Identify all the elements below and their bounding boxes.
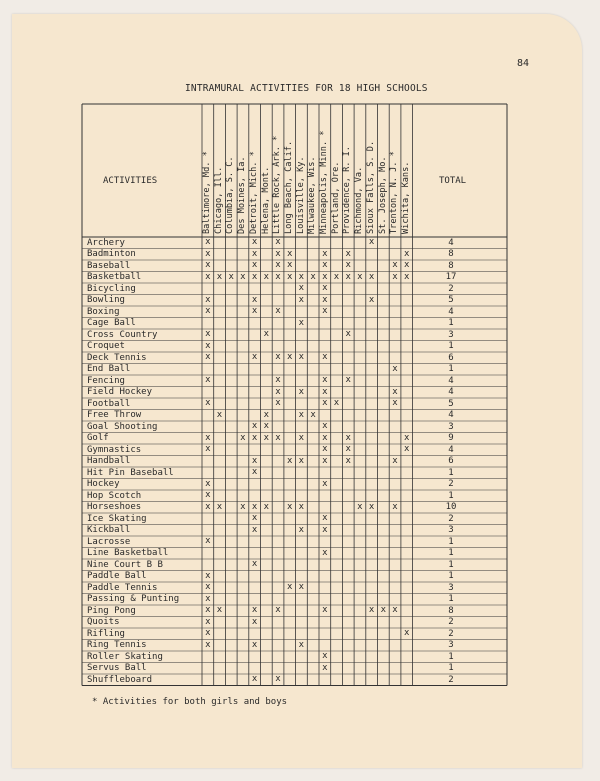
activity-mark: x bbox=[251, 616, 258, 627]
activity-mark: x bbox=[345, 444, 351, 454]
activity-name: Hop Scotch bbox=[87, 490, 142, 501]
activity-mark: x bbox=[205, 352, 211, 362]
activity-total: 4 bbox=[448, 444, 454, 455]
activity-mark: x bbox=[345, 248, 351, 259]
activity-mark: x bbox=[322, 283, 328, 293]
activity-mark: x bbox=[322, 386, 328, 397]
activity-mark: x bbox=[322, 306, 328, 316]
activity-mark: x bbox=[275, 605, 281, 615]
activity-mark: x bbox=[251, 501, 258, 512]
activity-total: 2 bbox=[448, 617, 454, 627]
activity-total: 1 bbox=[448, 651, 454, 662]
school-header: Little Rock, Ark. * bbox=[272, 135, 283, 234]
activity-mark: x bbox=[345, 271, 351, 282]
activity-mark: x bbox=[251, 455, 258, 466]
activity-name: Croquet bbox=[87, 341, 125, 351]
activity-mark: x bbox=[322, 432, 328, 443]
activity-mark: x bbox=[251, 674, 258, 684]
activity-mark: x bbox=[286, 260, 293, 270]
activity-total: 8 bbox=[448, 249, 454, 259]
header-activities: ACTIVITIES bbox=[103, 176, 158, 186]
activity-mark: x bbox=[368, 237, 375, 247]
activity-mark: x bbox=[286, 582, 293, 592]
activity-mark: x bbox=[322, 271, 328, 282]
school-header: Trenton, N. J. * bbox=[389, 151, 400, 234]
page-number: 84 bbox=[517, 58, 530, 69]
activity-name: Field Hockey bbox=[87, 387, 153, 397]
activity-mark: x bbox=[275, 237, 281, 247]
activity-mark: x bbox=[251, 559, 258, 569]
activity-mark: x bbox=[286, 455, 293, 466]
activity-total: 8 bbox=[448, 605, 454, 616]
activity-name: Football bbox=[87, 398, 131, 409]
activity-total: 8 bbox=[448, 260, 454, 271]
activity-name: Golf bbox=[87, 433, 109, 443]
activity-mark: x bbox=[251, 605, 258, 615]
activity-mark: x bbox=[345, 375, 351, 385]
activity-mark: x bbox=[228, 271, 234, 282]
activity-mark: x bbox=[263, 409, 269, 420]
activity-total: 9 bbox=[448, 433, 454, 443]
activity-mark: x bbox=[322, 513, 328, 523]
activity-mark: x bbox=[275, 260, 281, 270]
activity-mark: x bbox=[298, 294, 305, 305]
activity-mark: x bbox=[216, 605, 223, 615]
activity-name: Bicycling bbox=[87, 283, 136, 294]
activity-total: 1 bbox=[448, 571, 454, 581]
footnote: * Activities for both girls and boys bbox=[92, 697, 288, 707]
activity-name: Gymnastics bbox=[87, 444, 142, 455]
activity-name: Horseshoes bbox=[87, 502, 142, 512]
activity-mark: x bbox=[286, 271, 293, 282]
activity-name: End Ball bbox=[87, 364, 131, 374]
activity-mark: x bbox=[392, 605, 398, 615]
school-header: Richmond, Va. bbox=[354, 166, 365, 234]
activity-mark: x bbox=[298, 271, 305, 282]
activity-mark: x bbox=[275, 386, 281, 397]
activity-mark: x bbox=[392, 501, 398, 512]
activity-total: 3 bbox=[448, 525, 454, 535]
activity-name: Badminton bbox=[87, 249, 136, 259]
activity-mark: x bbox=[275, 398, 281, 408]
activity-total: 5 bbox=[448, 295, 454, 305]
activity-mark: x bbox=[403, 248, 410, 259]
activity-name: Cage Ball bbox=[87, 318, 136, 328]
activity-mark: x bbox=[205, 432, 211, 443]
activity-mark: x bbox=[322, 398, 328, 408]
activity-mark: x bbox=[392, 260, 398, 270]
activity-total: 1 bbox=[448, 548, 454, 558]
activity-mark: x bbox=[380, 605, 386, 615]
activity-total: 1 bbox=[448, 559, 454, 570]
activity-name: Roller Skating bbox=[87, 651, 163, 662]
activity-mark: x bbox=[322, 478, 328, 489]
header-total: TOTAL bbox=[439, 176, 467, 186]
activity-name: Paddle Tennis bbox=[87, 582, 158, 593]
activity-mark: x bbox=[240, 432, 246, 443]
activity-mark: x bbox=[263, 501, 269, 512]
school-header: Milwaukee, Wis. bbox=[307, 156, 318, 234]
activity-name: Basketball bbox=[87, 272, 142, 282]
activity-mark: x bbox=[322, 444, 328, 454]
activity-mark: x bbox=[322, 421, 328, 431]
activity-mark: x bbox=[275, 248, 281, 259]
activity-name: Shuffleboard bbox=[87, 674, 153, 685]
school-header: Des Moines, Ia. bbox=[237, 156, 248, 234]
activity-mark: x bbox=[357, 271, 363, 282]
activity-mark: x bbox=[298, 386, 305, 397]
activity-mark: x bbox=[322, 455, 328, 466]
activity-total: 1 bbox=[448, 318, 454, 328]
activity-name: Kickball bbox=[87, 525, 131, 535]
activity-mark: x bbox=[322, 375, 328, 385]
activity-mark: x bbox=[368, 271, 375, 282]
activity-total: 2 bbox=[448, 628, 454, 639]
activity-mark: x bbox=[251, 237, 258, 247]
school-header: Portland, Ore. bbox=[330, 161, 341, 234]
activity-mark: x bbox=[240, 501, 246, 512]
activity-mark: x bbox=[216, 409, 223, 420]
activity-total: 1 bbox=[448, 536, 454, 547]
activity-mark: x bbox=[286, 501, 293, 512]
activity-name: Fencing bbox=[87, 375, 125, 386]
activity-total: 6 bbox=[448, 352, 454, 363]
activity-name: Free Throw bbox=[87, 410, 142, 420]
activity-total: 3 bbox=[448, 421, 454, 432]
activity-total: 2 bbox=[448, 283, 454, 294]
activity-mark: x bbox=[205, 340, 211, 351]
activity-mark: x bbox=[333, 398, 340, 408]
activity-mark: x bbox=[216, 501, 223, 512]
activity-mark: x bbox=[403, 628, 410, 638]
activity-mark: x bbox=[205, 260, 211, 270]
activity-mark: x bbox=[205, 271, 211, 282]
activity-mark: x bbox=[298, 582, 305, 592]
activity-mark: x bbox=[298, 317, 305, 328]
activity-mark: x bbox=[322, 260, 328, 270]
activity-mark: x bbox=[345, 260, 351, 270]
activity-total: 2 bbox=[448, 674, 454, 685]
activity-mark: x bbox=[205, 398, 211, 408]
activity-total: 4 bbox=[448, 387, 454, 397]
activity-mark: x bbox=[392, 386, 398, 397]
activity-mark: x bbox=[298, 639, 305, 650]
activity-mark: x bbox=[205, 478, 211, 489]
activity-mark: x bbox=[205, 294, 211, 305]
activity-total: 3 bbox=[448, 329, 454, 340]
activity-name: Baseball bbox=[87, 260, 131, 271]
school-header: Long Beach, Calif. bbox=[283, 140, 294, 234]
activity-total: 2 bbox=[448, 479, 454, 489]
page-title: INTRAMURAL ACTIVITIES FOR 18 HIGH SCHOOLS bbox=[185, 83, 428, 94]
activity-mark: x bbox=[205, 570, 211, 581]
activity-mark: x bbox=[263, 329, 269, 339]
activity-mark: x bbox=[286, 248, 293, 259]
activity-mark: x bbox=[368, 605, 375, 615]
activity-mark: x bbox=[275, 306, 281, 316]
activity-total: 5 bbox=[448, 398, 454, 409]
activity-mark: x bbox=[251, 524, 258, 535]
activity-total: 1 bbox=[448, 341, 454, 351]
activity-total: 3 bbox=[448, 582, 454, 593]
school-header: Louisville, Ky. bbox=[295, 156, 306, 234]
activity-mark: x bbox=[263, 271, 269, 282]
activity-mark: x bbox=[322, 294, 328, 305]
activity-mark: x bbox=[298, 501, 305, 512]
activity-mark: x bbox=[205, 593, 211, 604]
activity-mark: x bbox=[251, 260, 258, 270]
activity-total: 10 bbox=[445, 502, 457, 512]
activity-name: Ping Pong bbox=[87, 605, 136, 616]
activity-total: 4 bbox=[448, 410, 454, 420]
activity-name: Boxing bbox=[87, 306, 120, 317]
activity-mark: x bbox=[205, 375, 211, 385]
activity-mark: x bbox=[345, 432, 351, 443]
activity-mark: x bbox=[275, 271, 281, 282]
activity-name: Passing & Punting bbox=[87, 594, 180, 604]
activity-mark: x bbox=[216, 271, 223, 282]
activity-mark: x bbox=[368, 501, 375, 512]
activity-name: Quoits bbox=[87, 617, 120, 627]
activity-name: Ice Skating bbox=[87, 513, 147, 524]
activity-mark: x bbox=[251, 639, 258, 650]
activity-mark: x bbox=[345, 329, 351, 339]
activity-name: Nine Court B B bbox=[87, 559, 163, 570]
activity-name: Line Basketball bbox=[87, 548, 169, 558]
activity-mark: x bbox=[263, 421, 269, 431]
activity-mark: x bbox=[275, 432, 281, 443]
activity-mark: x bbox=[298, 432, 305, 443]
activity-total: 17 bbox=[445, 272, 457, 282]
activity-mark: x bbox=[392, 363, 398, 374]
activity-mark: x bbox=[275, 352, 281, 362]
activity-mark: x bbox=[205, 605, 211, 615]
activity-mark: x bbox=[392, 271, 398, 282]
activity-mark: x bbox=[205, 444, 211, 454]
activity-mark: x bbox=[298, 455, 305, 466]
activity-total: 1 bbox=[448, 364, 454, 374]
activity-mark: x bbox=[403, 271, 410, 282]
activity-name: Rifling bbox=[87, 628, 125, 639]
activity-mark: x bbox=[298, 524, 305, 535]
activity-mark: x bbox=[403, 260, 410, 270]
activity-mark: x bbox=[286, 352, 293, 362]
activity-total: 1 bbox=[448, 490, 454, 501]
activity-name: Ring Tennis bbox=[87, 640, 147, 650]
activity-mark: x bbox=[240, 271, 246, 282]
activity-mark: x bbox=[251, 306, 258, 316]
activity-mark: x bbox=[298, 283, 305, 293]
activity-name: Goal Shooting bbox=[87, 421, 158, 432]
school-header: Wichita, Kans. bbox=[400, 161, 411, 234]
activity-total: 6 bbox=[448, 456, 454, 466]
activity-mark: x bbox=[322, 547, 328, 558]
activity-total: 1 bbox=[448, 663, 454, 673]
activity-name: Bowling bbox=[87, 295, 125, 305]
school-header: Providence, R. I. bbox=[342, 146, 353, 234]
activity-total: 1 bbox=[448, 467, 454, 478]
activity-mark: x bbox=[322, 662, 328, 673]
activity-mark: x bbox=[322, 524, 328, 535]
activity-mark: x bbox=[322, 352, 328, 362]
school-header: Detroit, Mich. * bbox=[248, 151, 259, 234]
activity-total: 1 bbox=[448, 594, 454, 604]
school-header: St. Joseph, Mo. bbox=[377, 156, 388, 234]
activity-mark: x bbox=[205, 616, 211, 627]
activity-mark: x bbox=[298, 409, 305, 420]
activity-total: 4 bbox=[448, 237, 454, 248]
activity-mark: x bbox=[251, 294, 258, 305]
activity-mark: x bbox=[205, 248, 211, 259]
activity-total: 3 bbox=[448, 640, 454, 650]
activity-name: Handball bbox=[87, 456, 131, 466]
school-header: Helena, Mont. bbox=[260, 166, 271, 234]
activity-mark: x bbox=[205, 490, 211, 500]
activity-mark: x bbox=[251, 432, 258, 443]
activity-mark: x bbox=[275, 375, 281, 385]
school-header: Sioux Falls, S. D. bbox=[365, 140, 376, 234]
activity-mark: x bbox=[205, 501, 211, 512]
activity-mark: x bbox=[298, 352, 305, 362]
activity-mark: x bbox=[322, 651, 328, 661]
school-header: Columbia, S. C. bbox=[225, 156, 236, 234]
activity-mark: x bbox=[310, 409, 316, 420]
activity-mark: x bbox=[251, 421, 258, 431]
activity-mark: x bbox=[205, 329, 211, 339]
activity-mark: x bbox=[205, 582, 211, 592]
activity-mark: x bbox=[322, 248, 328, 259]
school-header: Minneapolis, Minn. * bbox=[319, 130, 329, 234]
activity-mark: x bbox=[205, 639, 211, 650]
activity-name: Paddle Ball bbox=[87, 571, 147, 581]
activity-total: 2 bbox=[448, 513, 454, 524]
activity-mark: x bbox=[251, 352, 258, 362]
activity-name: Hit Pin Baseball bbox=[87, 467, 174, 478]
activity-mark: x bbox=[310, 271, 316, 282]
activity-total: 4 bbox=[448, 306, 454, 317]
activity-total: 4 bbox=[448, 375, 454, 386]
activity-mark: x bbox=[251, 271, 258, 282]
activity-mark: x bbox=[403, 432, 410, 443]
activity-name: Deck Tennis bbox=[87, 352, 147, 363]
activity-mark: x bbox=[333, 271, 340, 282]
activity-name: Archery bbox=[87, 237, 125, 248]
school-header: Baltimore, Md. * bbox=[202, 151, 212, 234]
activity-mark: x bbox=[263, 432, 269, 443]
activity-mark: x bbox=[392, 398, 398, 408]
activity-mark: x bbox=[205, 306, 211, 316]
activity-mark: x bbox=[251, 248, 258, 259]
activity-name: Servus Ball bbox=[87, 663, 147, 673]
activity-mark: x bbox=[205, 628, 211, 638]
activity-name: Hockey bbox=[87, 479, 120, 489]
activity-mark: x bbox=[205, 536, 211, 546]
activity-name: Lacrosse bbox=[87, 536, 131, 547]
activity-mark: x bbox=[251, 513, 258, 523]
activity-mark: x bbox=[392, 455, 398, 466]
activity-mark: x bbox=[322, 605, 328, 615]
activity-mark: x bbox=[275, 674, 281, 684]
activity-name: Cross Country bbox=[87, 329, 158, 340]
activity-mark: x bbox=[403, 444, 410, 454]
activity-mark: x bbox=[368, 294, 375, 305]
activity-mark: x bbox=[251, 467, 258, 477]
school-header: Chicago, Ill. bbox=[213, 166, 224, 234]
activity-mark: x bbox=[357, 501, 363, 512]
activity-mark: x bbox=[345, 455, 351, 466]
activity-mark: x bbox=[205, 237, 211, 247]
